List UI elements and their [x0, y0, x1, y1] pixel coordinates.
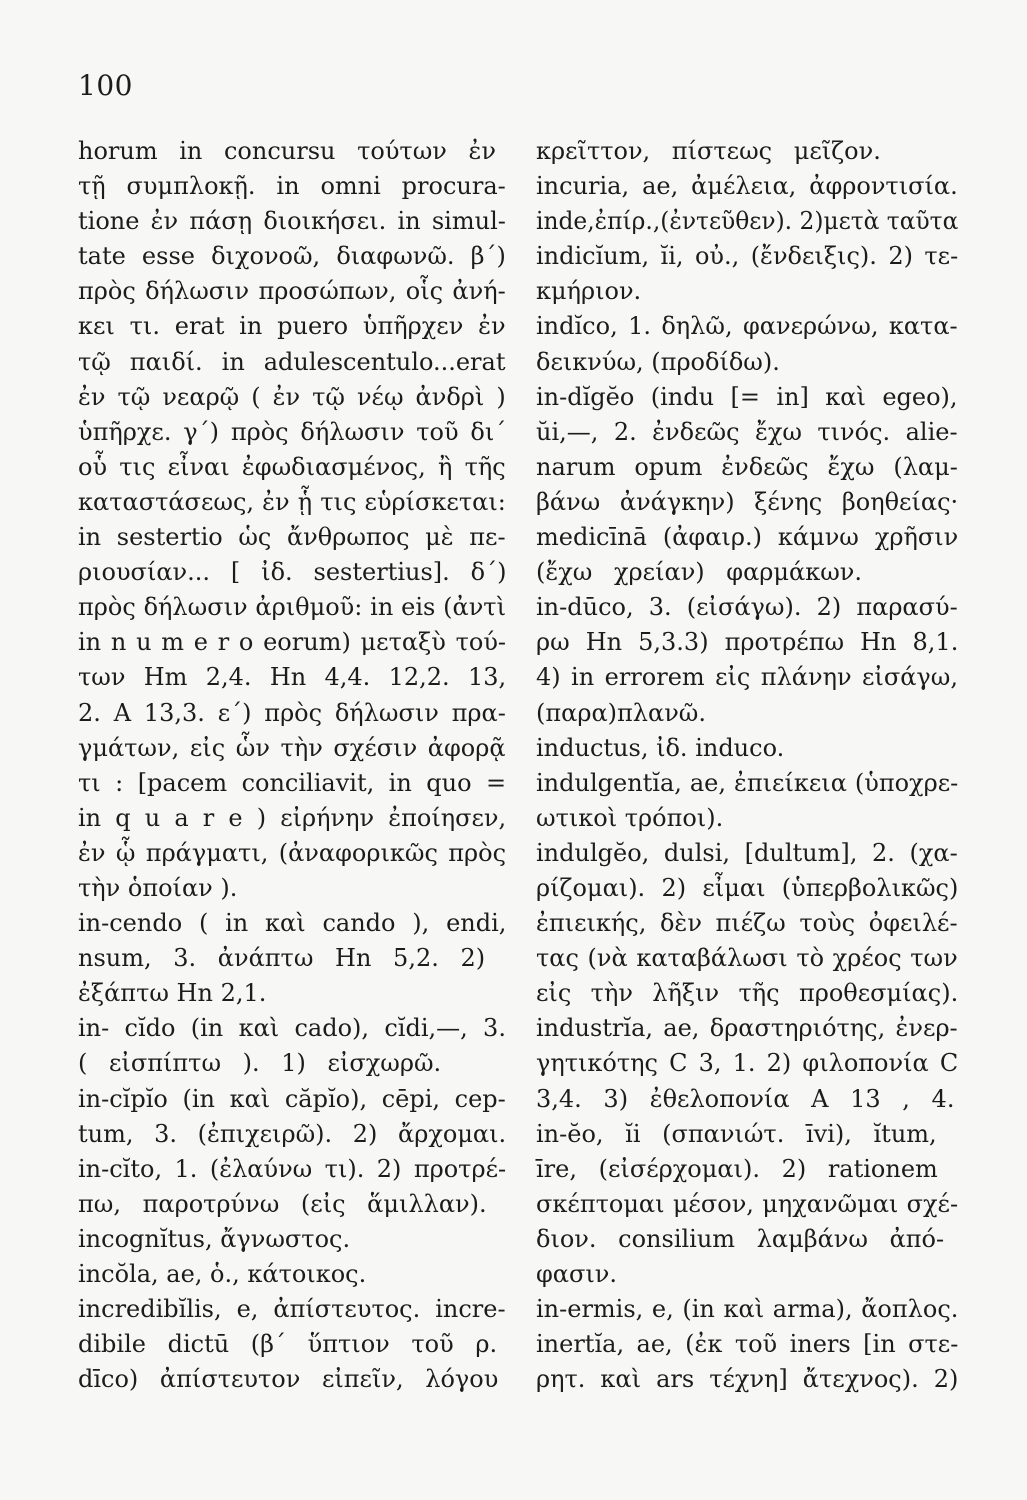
text-line: (παρα)πλανῶ. [536, 698, 707, 727]
text-line: dīco) ἀπίστευτον εἰπεῖν, λόγου [78, 1365, 499, 1394]
text-line: ἐπιεικής, δὲν πιέζω τοὺς ὀφειλέ- [536, 909, 958, 938]
text-line: incŏla, ae, ὁ., κάτοικος. [78, 1260, 367, 1288]
text-line: (ἔχω χρείαν) φαρμάκων. [536, 558, 862, 587]
text-line: 2. A 13,3. ε΄) πρὸς δήλωσιν πρα- [78, 698, 506, 727]
text-line: ρίζομαι). 2) εἶμαι (ὑπερβολικῶς) [536, 873, 959, 902]
text-line: ( εἰσπίπτω ). 1) εἰσχωρῶ. [78, 1049, 442, 1078]
text-line: in-ĕo, ĭi (σπανιώτ. īvi), ĭtum, [536, 1119, 937, 1148]
text-line: πω, παροτρύνω (εἰς ἅμιλλαν). [78, 1189, 487, 1218]
text-line: indĭco, 1. δηλῶ, φανερώνω, κατα- [536, 312, 958, 341]
text-line: īre, (εἰσέρχομαι). 2) rationem [536, 1154, 938, 1183]
text-line: κμήριον. [536, 277, 642, 306]
text-line: ὑπῆρχε. γ΄) πρὸς δήλωσιν τοῦ δι΄ [78, 417, 507, 446]
text-line: βάνω ἀνάγκην) ξένης βοηθείας· [536, 487, 959, 516]
text-line: in-ermis, e, (in καὶ arma), ἄοπλος. [536, 1295, 959, 1324]
text-line: καταστάσεως, ἐν ᾗ τις εὑρίσκεται: [78, 487, 506, 516]
text-line: in-dūco, 3. (εἰσάγω). 2) παρασύ- [536, 593, 958, 622]
text-line: tione ἐν πάσῃ διοικήσει. in simul- [78, 207, 506, 236]
text-line: in-dĭgĕo (indu [= in] καὶ egeo), [536, 382, 958, 411]
text-line: ŭi,—, 2. ἐνδεῶς ἔχω τινός. alie- [536, 417, 958, 446]
text-line: οὗ τις εἶναι ἐφωδιασμένος, ἢ τῆς [78, 452, 506, 481]
text-line: γμάτων, εἰς ὧν τὴν σχέσιν ἀφορᾷ [78, 733, 506, 762]
text-line: δεικνύω, (προδίδω). [536, 347, 780, 376]
text-line: ρω Hn 5,3.3) προτρέπω Hn 8,1. [536, 628, 959, 657]
text-line: in n u m e r o eorum) μεταξὺ τού- [78, 628, 507, 657]
text-line: narum opum ἐνδεῶς ἔχω (λαμ- [536, 452, 958, 481]
text-line: nsum, 3. ἀνάπτω Hn 5,2. 2) [78, 944, 486, 973]
text-line: inductus, ἰδ. induco. [536, 733, 785, 762]
text-line: ρητ. καὶ ars τέχνη] ἄτεχνος). 2) [536, 1365, 959, 1394]
text-line: ἐν ᾧ πράγματι, (ἀναφορικῶς πρὸς [78, 838, 507, 867]
text-line: dibile dictū (β΄ ὕπτιον τοῦ ρ. [78, 1330, 498, 1359]
text-line: τι : [pacem conciliavit, in quo = [78, 768, 507, 797]
text-line: ἐν τῷ νεαρῷ ( ἐν τῷ νέῳ ἀνδρὶ ) [78, 382, 506, 411]
text-line: ἐξάπτω Hn 2,1. [78, 979, 267, 1008]
text-line: in-cĭpĭo (in καὶ căpĭo), cēpi, cep- [78, 1084, 506, 1113]
text-line: incredibĭlis, e, ἀπίστευτος. incre- [78, 1295, 506, 1324]
text-line: τῇ συμπλοκῇ. in omni procura- [78, 172, 506, 201]
text-line: tum, 3. (ἐπιχειρῶ). 2) ἄρχομαι. [78, 1119, 507, 1148]
text-line: horum in concursu τούτων ἐν [78, 137, 496, 165]
text-line: industrĭa, ae, δραστηριότης, ἐνερ- [536, 1014, 958, 1043]
text-line: medicīnā (ἀφαιρ.) κάμνω χρῆσιν [536, 523, 959, 552]
text-line: φασιν. [536, 1260, 618, 1288]
text-line: διον. consilium λαμβάνω ἀπό- [536, 1224, 945, 1253]
text-line: in- cĭdo (in καὶ cado), cĭdi,—, 3. [78, 1014, 506, 1043]
text-line: in-cendo ( in καὶ cando ), endi, [78, 909, 507, 938]
text-line: των Hm 2,4. Hn 4,4. 12,2. 13, [78, 663, 507, 692]
text-line: tate esse διχονοῶ, διαφωνῶ. β΄) [78, 242, 506, 271]
text-line: τας (νὰ καταβάλωσι τὸ χρέος των [536, 944, 958, 973]
page-number: 100 [78, 69, 133, 102]
text-line: in q u a r e ) εἰρήνην ἐποίησεν, [78, 803, 507, 832]
left-column [78, 134, 506, 1397]
text-line: incognĭtus, ἄγνωστος. [78, 1224, 351, 1253]
text-line: ωτικοὶ τρόποι). [536, 803, 724, 832]
text-line: in-cĭto, 1. (ἐλαύνω τι). 2) προτρέ- [78, 1154, 507, 1183]
text-line: indulgĕo, dulsi, [dultum], 2. (χα- [536, 838, 958, 867]
text-line: πρὸς δήλωσιν προσώπων, οἷς ἀνή- [78, 277, 506, 306]
text-line: γητικότης C 3, 1. 2) φιλοπονία C [536, 1049, 959, 1078]
text-line: indicĭum, ĭi, οὐ., (ἔνδειξις). 2) τε- [536, 242, 959, 271]
text-line: σκέπτομαι μέσον, μηχανῶμαι σχέ- [536, 1189, 959, 1218]
text-line: 4) in errorem εἰς πλάνην εἰσάγω, [536, 663, 958, 692]
text-line: in sestertio ὡς ἄνθρωπος μὲ πε- [78, 523, 506, 552]
text-line: τῷ παιδί. in adulescentulo...erat [78, 347, 506, 376]
right-column [536, 134, 958, 1397]
text-line: inertĭa, ae, (ἐκ τοῦ iners [in στε- [536, 1330, 959, 1359]
text-line: τὴν ὁποίαν ). [78, 873, 238, 902]
text-line: ριουσίαν... [ ἰδ. sestertius]. δ΄) [78, 558, 507, 587]
text-line: 3,4. 3) ἐθελοπονία A 13 , 4. [536, 1084, 955, 1113]
text-line: inde,ἐπίρ.,(ἐντεῦθεν). 2)μετὰ ταῦτα [536, 207, 959, 236]
text-line: πρὸς δήλωσιν ἀριθμοῦ: in eis (ἀντὶ [78, 593, 506, 622]
text-line: εἰς τὴν λῆξιν τῆς προθεσμίας). [536, 979, 959, 1008]
text-line: κρεῖττον, πίστεως μεῖζον. [536, 137, 881, 165]
text-line: incuria, ae, ἀμέλεια, ἀφροντισία. [536, 172, 958, 201]
text-line: κει τι. erat in puero ὑπῆρχεν ἐν [78, 312, 506, 341]
text-line: indulgentĭa, ae, ἐπιείκεια (ὑποχρε- [536, 768, 959, 797]
